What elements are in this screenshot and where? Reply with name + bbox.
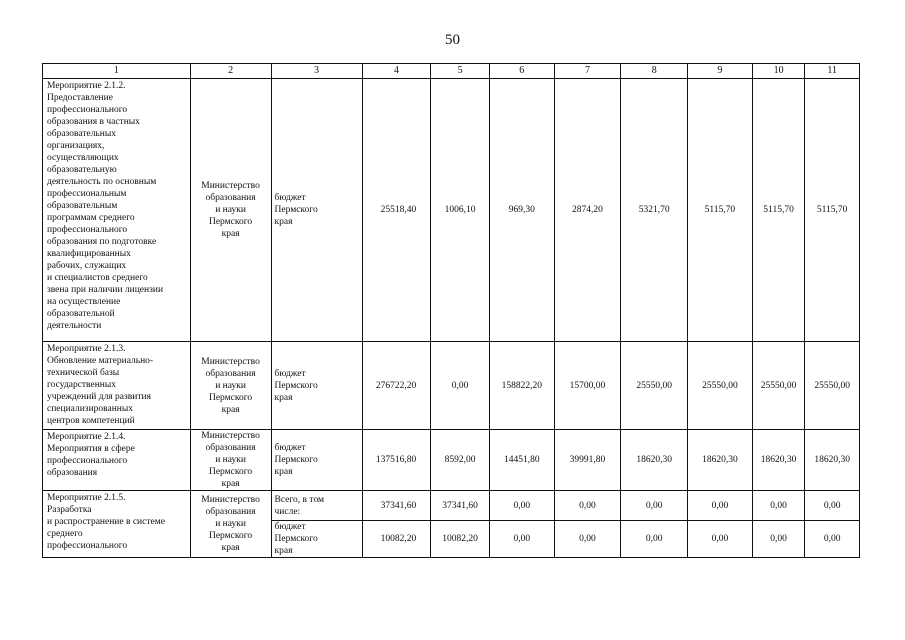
funding-source-cell: бюджет Пермского края — [271, 521, 362, 558]
value-cell: 0,00 — [805, 521, 860, 558]
value-cell: 5115,70 — [805, 79, 860, 342]
value-cell: 5115,70 — [752, 79, 805, 342]
value-cell: 0,00 — [554, 491, 621, 521]
value-cell: 0,00 — [805, 491, 860, 521]
column-number: 9 — [688, 64, 753, 79]
value-cell: 37341,60 — [362, 491, 431, 521]
value-cell: 18620,30 — [688, 430, 753, 491]
executor-cell: Министерство образования и науки Пермского края — [190, 430, 271, 491]
value-cell: 18620,30 — [621, 430, 688, 491]
value-cell: 25550,00 — [805, 342, 860, 430]
column-number: 7 — [554, 64, 621, 79]
value-cell: 25550,00 — [752, 342, 805, 430]
value-cell: 276722,20 — [362, 342, 431, 430]
executor-cell: Министерство образования и науки Пермского края — [190, 79, 271, 342]
table-row — [43, 491, 860, 521]
value-cell: 15700,00 — [554, 342, 621, 430]
funding-source-cell: бюджет Пермского края — [271, 342, 362, 430]
value-cell: 25550,00 — [621, 342, 688, 430]
value-cell: 0,00 — [752, 491, 805, 521]
table-row — [43, 430, 860, 491]
value-cell: 5115,70 — [688, 79, 753, 342]
value-cell: 2874,20 — [554, 79, 621, 342]
activity-name: Мероприятие 2.1.5. Разработка и распространение в системе среднего профессионального — [43, 491, 191, 558]
executor-cell: Министерство образования и науки Пермского края — [190, 491, 271, 558]
column-number: 11 — [805, 64, 860, 79]
column-number: 10 — [752, 64, 805, 79]
table-row — [43, 79, 860, 342]
value-cell: 14451,80 — [489, 430, 554, 491]
value-cell: 5321,70 — [621, 79, 688, 342]
value-cell: 158822,20 — [489, 342, 554, 430]
executor-cell: Министерство образования и науки Пермского края — [190, 342, 271, 430]
value-cell: 0,00 — [688, 521, 753, 558]
value-cell: 39991,80 — [554, 430, 621, 491]
value-cell: 10082,20 — [362, 521, 431, 558]
table-row — [43, 342, 860, 430]
column-number-row — [43, 64, 860, 79]
value-cell: 8592,00 — [431, 430, 490, 491]
value-cell: 0,00 — [688, 491, 753, 521]
budget-table — [42, 63, 860, 558]
value-cell: 0,00 — [752, 521, 805, 558]
column-number: 1 — [43, 64, 191, 79]
value-cell: 18620,30 — [752, 430, 805, 491]
value-cell: 0,00 — [621, 491, 688, 521]
value-cell: 137516,80 — [362, 430, 431, 491]
value-cell: 37341,60 — [431, 491, 490, 521]
funding-source-cell: бюджет Пермского края — [271, 430, 362, 491]
column-number: 8 — [621, 64, 688, 79]
column-number: 3 — [271, 64, 362, 79]
funding-source-cell: бюджет Пермского края — [271, 79, 362, 342]
value-cell: 25518,40 — [362, 79, 431, 342]
value-cell: 0,00 — [431, 342, 490, 430]
page-number: 50 — [445, 32, 460, 48]
value-cell: 0,00 — [489, 521, 554, 558]
activity-name: Мероприятие 2.1.4. Мероприятия в сфере профессионального образования — [43, 430, 191, 491]
value-cell: 18620,30 — [805, 430, 860, 491]
column-number: 5 — [431, 64, 490, 79]
value-cell: 0,00 — [489, 491, 554, 521]
value-cell: 1006,10 — [431, 79, 490, 342]
value-cell: 10082,20 — [431, 521, 490, 558]
value-cell: 0,00 — [554, 521, 621, 558]
column-number: 6 — [489, 64, 554, 79]
value-cell: 0,00 — [621, 521, 688, 558]
value-cell: 25550,00 — [688, 342, 753, 430]
column-number: 4 — [362, 64, 431, 79]
funding-source-cell: Всего, в том числе: — [271, 491, 362, 521]
activity-name: Мероприятие 2.1.3. Обновление материально- технической базы государственных учреждений для развития специализированных центров компетенций — [43, 342, 191, 430]
value-cell: 969,30 — [489, 79, 554, 342]
activity-name: Мероприятие 2.1.2. Предоставление профессионального образования в частных образовательных организациях, осуществляющих образовательную деятельность по основным профессиональным образовательным программам среднего профессионального образования по подготовке квалифицированных рабочих, служащих и специалистов среднего звена при наличии лицензии на осуществление образовательной деятельности — [43, 79, 191, 342]
column-number: 2 — [190, 64, 271, 79]
